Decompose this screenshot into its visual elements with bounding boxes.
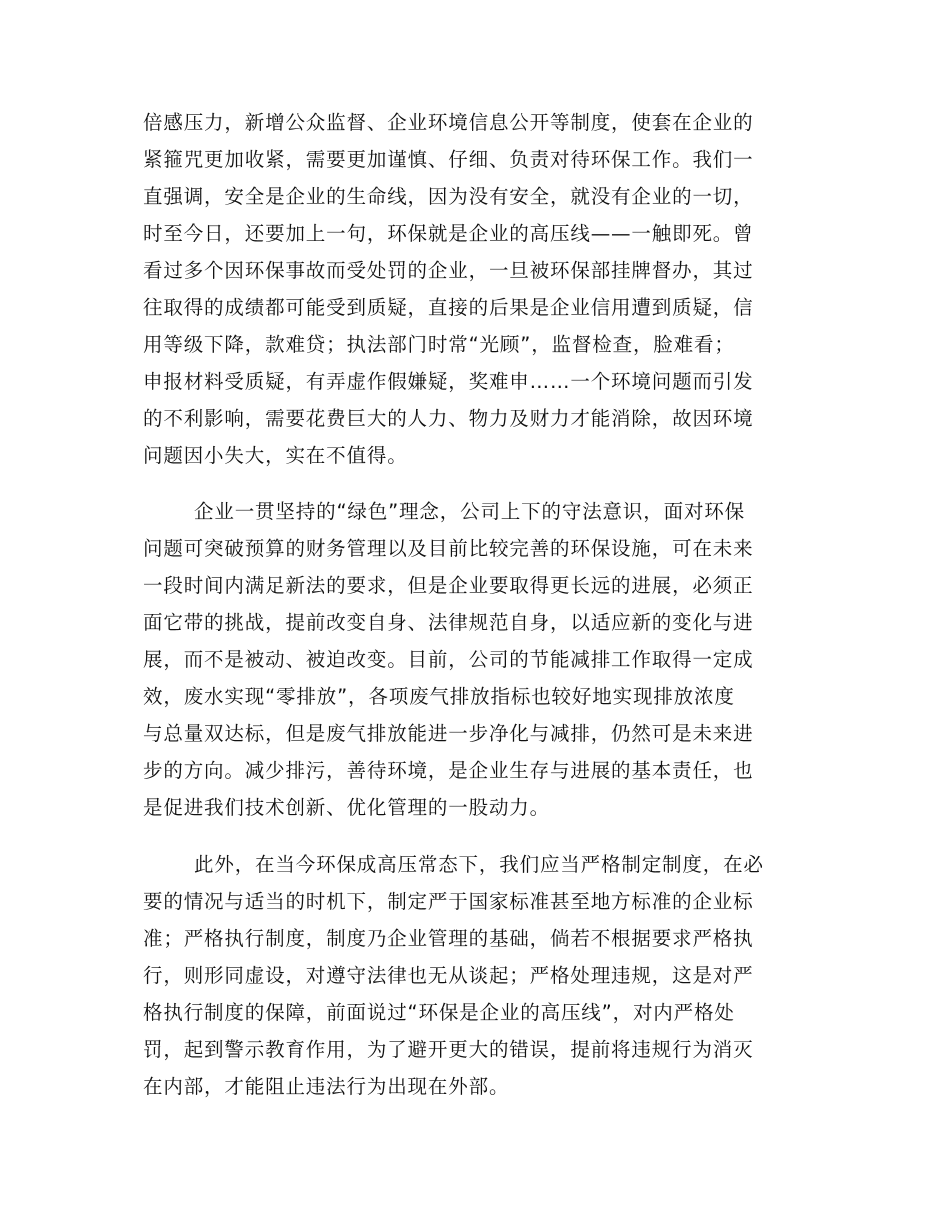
body-text-line: 紧箍咒更加收紧，需要更加谨慎、仔细、负责对待环保工作。我们一 <box>143 148 754 171</box>
body-text-line: 罚，起到警示教育作用，为了避开更大的错误，提前将违规行为消灭 <box>143 1038 754 1061</box>
body-text-line: 与总量双达标，但是废气排放能进一步净化与减排，仍然可是未来进 <box>143 722 754 745</box>
body-text-line: 直强调，安全是企业的生命线，因为没有安全，就没有企业的一切， <box>143 185 754 208</box>
body-text-line: 企业一贯坚持的“绿色”理念，公司上下的守法意识，面对环保 <box>194 500 746 523</box>
body-text-line: 效，废水实现“零排放”，各项废气排放指标也较好地实现排放浓度 <box>143 685 735 708</box>
body-text-line: 准；严格执行制度，制度乃企业管理的基础，倘若不根据要求严格执 <box>143 927 754 950</box>
body-text-line: 面它带的挑战，提前改变自身、法律规范自身，以适应新的变化与进 <box>143 611 754 634</box>
body-text-line: 展，而不是被动、被迫改变。目前，公司的节能减排工作取得一定成 <box>143 648 754 671</box>
body-text-line: 在内部，才能阻止违法行为出现在外部。 <box>143 1075 510 1098</box>
body-text-line: 倍感压力，新增公众监督、企业环境信息公开等制度，使套在企业的 <box>143 111 754 134</box>
body-text-line: 问题可突破预算的财务管理以及目前比较完善的环保设施，可在未来 <box>143 537 754 560</box>
body-text-line: 一段时间内满足新法的要求，但是企业要取得更长远的进展，必须正 <box>143 574 754 597</box>
body-text-line: 行，则形同虚设，对遵守法律也无从谈起；严格处理违规，这是对严 <box>143 964 754 987</box>
body-text-line: 申报材料受质疑，有弄虚作假嫌疑，奖难申……一个环境问题而引发 <box>143 370 754 393</box>
body-text-line: 格执行制度的保障，前面说过“环保是企业的高压线”，对内严格处 <box>143 1001 735 1024</box>
body-text-line: 问题因小失大，实在不值得。 <box>143 444 408 467</box>
body-text-line: 此外，在当今环保成高压常态下，我们应当严格制定制度，在必 <box>194 853 764 876</box>
body-text-line: 要的情况与适当的时机下，制定严于国家标准甚至地方标准的企业标 <box>143 890 754 913</box>
body-text-line: 时至今日，还要加上一句，环保就是企业的高压线——一触即死。曾 <box>143 222 754 245</box>
body-text-line: 用等级下降，款难贷；执法部门时常“光顾”，监督检查，脸难看； <box>143 333 735 356</box>
body-text-line: 的不利影响，需要花费巨大的人力、物力及财力才能消除，故因环境 <box>143 407 754 430</box>
body-text-line: 步的方向。减少排污，善待环境，是企业生存与进展的基本责任，也 <box>143 759 754 782</box>
body-text-line: 往取得的成绩都可能受到质疑，直接的后果是企业信用遭到质疑，信 <box>143 296 754 319</box>
body-text-line: 看过多个因环保事故而受处罚的企业，一旦被环保部挂牌督办，其过 <box>143 259 754 282</box>
body-text-line: 是促进我们技术创新、优化管理的一股动力。 <box>143 796 551 819</box>
